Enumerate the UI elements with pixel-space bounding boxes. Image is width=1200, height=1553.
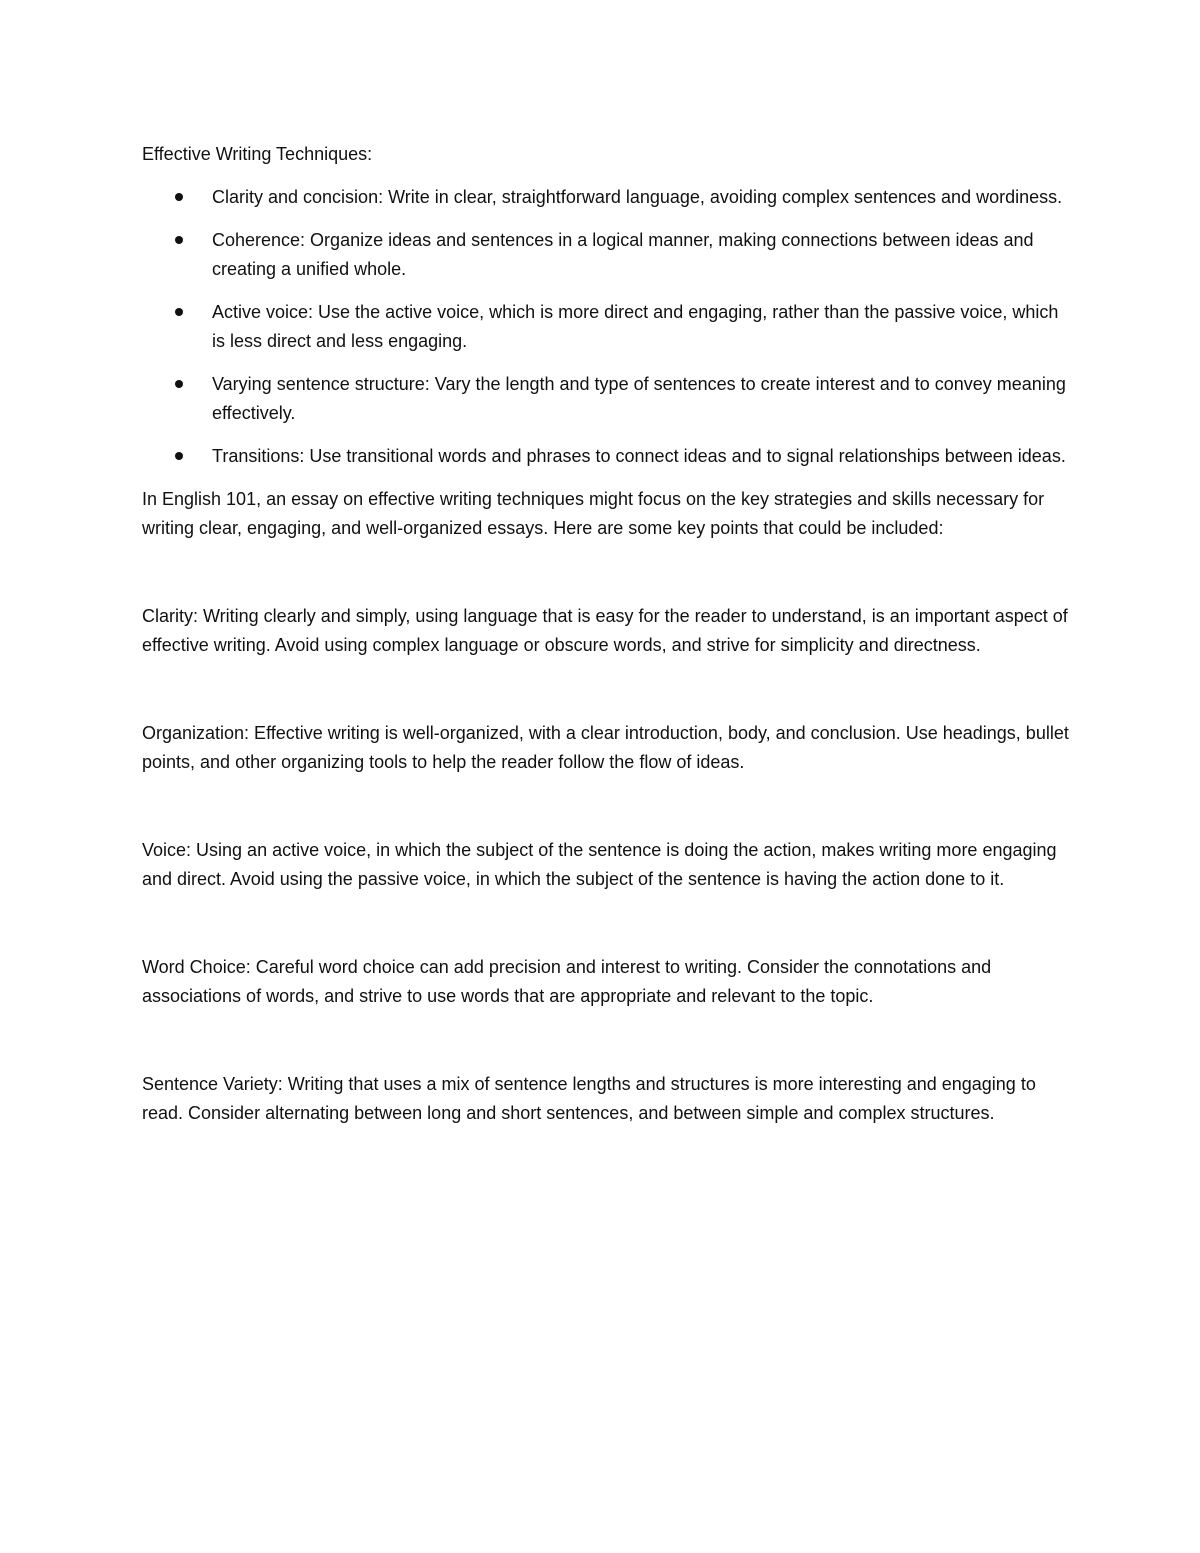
- list-item: [142, 183, 1072, 212]
- intro-paragraph: In English 101, an essay on effective writing techniques might focus on the key strategies and skills necessary for writing clear, engaging, and well-organized essays. Here are some key points that could be included:: [142, 489, 1045, 538]
- bullet-icon: [175, 193, 183, 201]
- organization-paragraph: Organization: Effective writing is well-organized, with a clear introduction, body, and conclusion. Use headings, bullet points, and other organizing tools to help the reader follow the flow of ideas.: [142, 723, 1069, 772]
- list-item-text: Active voice: Use the active voice, which is more direct and engaging, rather than the passive voice, which is less direct and less engaging.: [212, 302, 1059, 351]
- document-heading: Effective Writing Techniques:: [142, 144, 373, 164]
- sentence-variety-paragraph: Sentence Variety: Writing that uses a mix of sentence lengths and structures is more interesting and engaging to read. Consider alternating between long and short sentences, and between simple and complex structures.: [142, 1074, 1036, 1123]
- techniques-list: [142, 183, 1072, 471]
- clarity-paragraph: Clarity: Writing clearly and simply, using language that is easy for the reader to understand, is an important aspect of effective writing. Avoid using complex language or obscure words, and strive for simplicity and directness.: [142, 606, 1068, 655]
- list-item-text: Varying sentence structure: Vary the length and type of sentences to create interest and to convey meaning effectively.: [212, 374, 1066, 423]
- list-item-text: Clarity and concision: Write in clear, straightforward language, avoiding complex sentences and wordiness.: [212, 187, 1063, 207]
- bullet-icon: [175, 380, 183, 388]
- document-page: [142, 140, 1072, 1128]
- word-choice-paragraph: Word Choice: Careful word choice can add precision and interest to writing. Consider the connotations and associations of words, and strive to use words that are appropriate and relevant to the topic.: [142, 957, 992, 1006]
- bullet-icon: [175, 308, 183, 316]
- list-item-text: Coherence: Organize ideas and sentences in a logical manner, making connections between ideas and creating a unified whole.: [212, 230, 1034, 279]
- voice-paragraph: Voice: Using an active voice, in which the subject of the sentence is doing the action, makes writing more engaging and direct. Avoid using the passive voice, in which the subject of the sentence is having the action done to it.: [142, 840, 1057, 889]
- bullet-icon: [175, 236, 183, 244]
- list-item-text: Transitions: Use transitional words and phrases to connect ideas and to signal relationships between ideas.: [212, 446, 1066, 466]
- bullet-icon: [175, 452, 183, 460]
- list-item: [142, 298, 1072, 356]
- list-item: [142, 442, 1072, 471]
- list-item: [142, 370, 1072, 428]
- list-item: [142, 226, 1072, 284]
